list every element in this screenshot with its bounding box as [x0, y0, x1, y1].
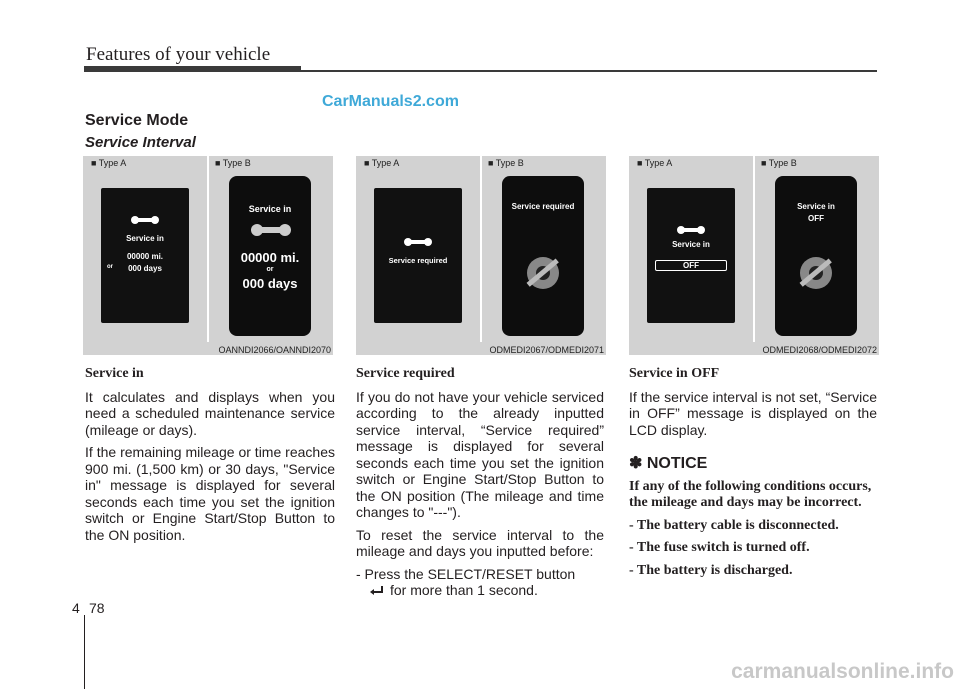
lcd-type-b [775, 176, 857, 336]
type-a-label: ■ Type A [637, 158, 673, 168]
col3-heading: Service in OFF [629, 366, 720, 381]
lcd-a-line-1: Service required [388, 256, 448, 265]
lcd-b-line-1: Service required [511, 202, 575, 211]
lcd-a-line-3: or [107, 264, 113, 270]
lcd-a-line-4: 000 days [128, 264, 162, 273]
footer-rule [84, 615, 85, 689]
panel-divider [480, 156, 482, 342]
lcd-a-line-1: Service in [672, 240, 710, 249]
lcd-b-line-2: OFF [808, 214, 824, 223]
col2-para-3: - Press the SELECT/RESET button [356, 565, 576, 582]
lcd-b-line-3: or [266, 266, 274, 273]
figure-panel-service-required [356, 156, 606, 355]
col2-para-3b [370, 582, 604, 599]
figure-code: ODMEDI2068/ODMEDI2072 [762, 345, 877, 355]
figure-panel-service-in [83, 156, 333, 355]
col3-para-1: If the service interval is not set, “Service in OFF” message is displayed on the LCD display. [629, 388, 877, 438]
lcd-a-line-2: 00000 mi. [126, 252, 164, 261]
notice-intro: If any of the following conditions occurs, the mileage and days may be incorrect. [629, 478, 872, 510]
panel-divider [753, 156, 755, 342]
lcd-a-line-1: Service in [126, 234, 164, 243]
enter-arrow-icon [370, 586, 384, 596]
type-a-label: ■ Type A [364, 158, 400, 168]
lcd-b-line-2: 00000 mi. [240, 250, 300, 265]
col2-para-3b-text: for more than 1 second. [390, 582, 538, 598]
wrench-icon [677, 224, 705, 236]
col1-para-1: It calculates and displays when you need a scheduled maintenance service (mileage or days). [85, 388, 335, 438]
type-a-label: ■ Type A [91, 158, 127, 168]
lcd-type-a [647, 188, 735, 323]
section-number: 4 [72, 600, 80, 616]
watermark-top[interactable]: CarManuals2.com [322, 93, 459, 110]
col2-para-1: If you do not have your vehicle serviced according to the already inputted service interval, “Service required” message is displayed for several seconds each time you set the ignition switch or Engine Start/Stop Button to the ON position (The mileage and time changes to "---"). [356, 388, 604, 520]
type-b-label: ■ Type B [488, 158, 524, 168]
figure-code: OANNDI2066/OANNDI2070 [218, 345, 331, 355]
lcd-b-line-1: Service in [797, 202, 835, 211]
lcd-b-line-4: 000 days [242, 276, 298, 291]
lcd-type-a [374, 188, 462, 323]
col1-para-2: If the remaining mileage or time reaches 900 mi. (1,500 km) or 30 days, "Service in" message is displayed for several seconds each time you set the ignition switch or Engine Start/Stop Button to the ON position. [85, 444, 335, 543]
col2-para-2: To reset the service interval to the mileage and days you inputted before: [356, 526, 604, 559]
type-b-label: ■ Type B [761, 158, 797, 168]
col1-heading: Service in [85, 366, 144, 381]
column-service-off [629, 366, 877, 585]
notice-title: ✽ NOTICE [629, 455, 708, 472]
page-number: 78 [89, 600, 105, 616]
lcd-type-a [101, 188, 189, 323]
type-b-label: ■ Type B [215, 158, 251, 168]
header-bar [84, 66, 301, 72]
lcd-b-line-1: Service in [248, 204, 292, 214]
section-title: Service Mode [85, 112, 189, 129]
notice-item: - The fuse switch is turned off. [629, 540, 810, 555]
section-subtitle: Service Interval [85, 134, 196, 151]
column-service-in [85, 366, 335, 549]
panel-divider [207, 156, 209, 342]
figure-panel-service-off [629, 156, 879, 355]
notice-item: - The battery cable is disconnected. [629, 517, 839, 533]
wrench-icon [404, 236, 432, 248]
wrench-icon [131, 214, 159, 226]
lcd-type-b [502, 176, 584, 336]
notice-item: - The battery is discharged. [629, 562, 793, 578]
lcd-type-b [229, 176, 311, 336]
header-title: Features of your vehicle [86, 44, 271, 65]
lcd-a-line-2: OFF [655, 260, 727, 271]
figure-code: ODMEDI2067/ODMEDI2071 [489, 345, 604, 355]
gear-wrench-icon [522, 252, 564, 294]
watermark-bottom[interactable]: carmanualsonline.info [731, 660, 954, 683]
header-rule [301, 70, 877, 72]
notice-body [629, 479, 877, 580]
column-service-required [356, 366, 604, 599]
gear-wrench-icon [795, 252, 837, 294]
wrench-icon [251, 220, 291, 240]
col2-heading: Service required [356, 366, 455, 381]
